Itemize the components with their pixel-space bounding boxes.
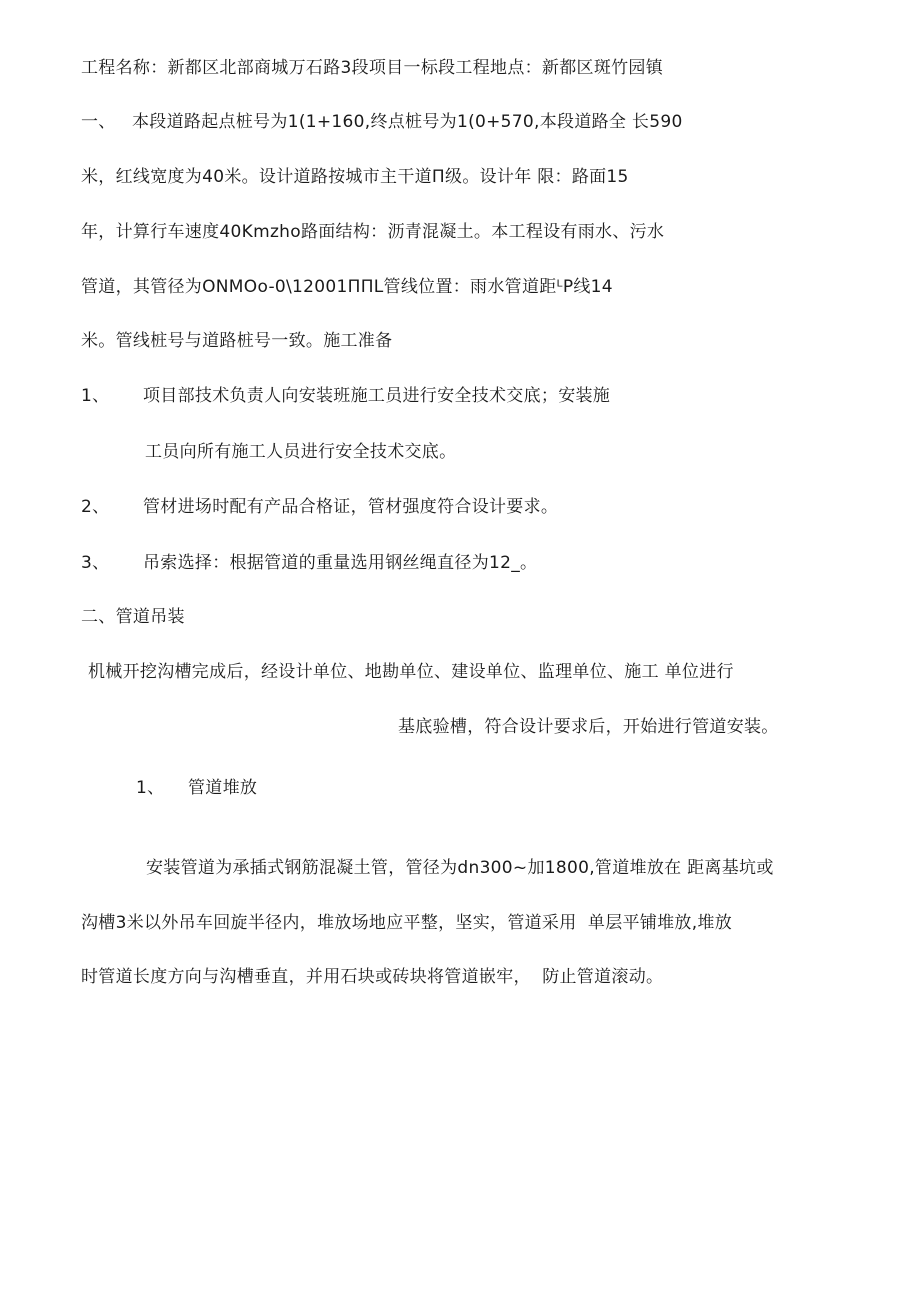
body-line-2: 沟槽3米以外吊车回旋半径内，堆放场地应平整，坚实，管道采用 单层平铺堆放,堆放 (81, 913, 733, 933)
prep-item-2-line-1: 管材进场时配有产品合格证，管材强度符合设计要求。 (143, 497, 559, 517)
prep-item-3-number: 3、 (81, 553, 110, 573)
prep-item-1-line-1: 项目部技术负责人向安装班施工员进行安全技术交底；安装施 (143, 386, 611, 406)
section-one-line-4: 管道，其管径为ONMOo-0\12001ΠΠL管线位置：雨水管道距ᴸP线14 (81, 277, 613, 297)
body-line-3: 时管道长度方向与沟槽垂直，并用石块或砖块将管道嵌牢， 防止管道滚动。 (81, 967, 664, 987)
section-one-line-3: 年，计算行车速度40Kmzho路面结构：沥青混凝土。本工程设有雨水、污水 (81, 222, 665, 242)
project-info-line: 工程名称：新都区北部商城万石路3段项目一标段工程地点：新都区斑竹园镇 (81, 58, 664, 78)
body-line-1: 安装管道为承插式钢筋混凝土管，管径为dn300~加1800,管道堆放在 距离基坑或 (146, 858, 774, 878)
section-one-marker: 一、 (81, 112, 116, 132)
section-one-line-5: 米。管线桩号与道路桩号一致。施工准备 (81, 331, 393, 351)
section-two-para-line-2: 基底验槽，符合设计要求后，开始进行管道安装。 (398, 717, 779, 737)
section-one-line-2: 米，红线宽度为40米。设计道路按城市主干道Π级。设计年 限：路面15 (81, 167, 629, 187)
subsection-title: 管道堆放 (188, 778, 258, 798)
section-one-line-1: 本段道路起点桩号为1(1+160,终点桩号为1(0+570,本段道路全 长590 (132, 112, 683, 132)
prep-item-1-number: 1、 (81, 386, 110, 406)
subsection-number: 1、 (136, 778, 165, 798)
prep-item-3-line-1: 吊索选择：根据管道的重量选用钢丝绳直径为12_。 (143, 553, 538, 573)
prep-item-1-line-2: 工员向所有施工人员进行安全技术交底。 (145, 442, 457, 462)
prep-item-2-number: 2、 (81, 497, 110, 517)
section-two-heading: 二、管道吊装 (81, 607, 185, 627)
section-two-para-line-1: 机械开挖沟槽完成后，经设计单位、地勘单位、建设单位、监理单位、施工 单位进行 (88, 662, 734, 682)
